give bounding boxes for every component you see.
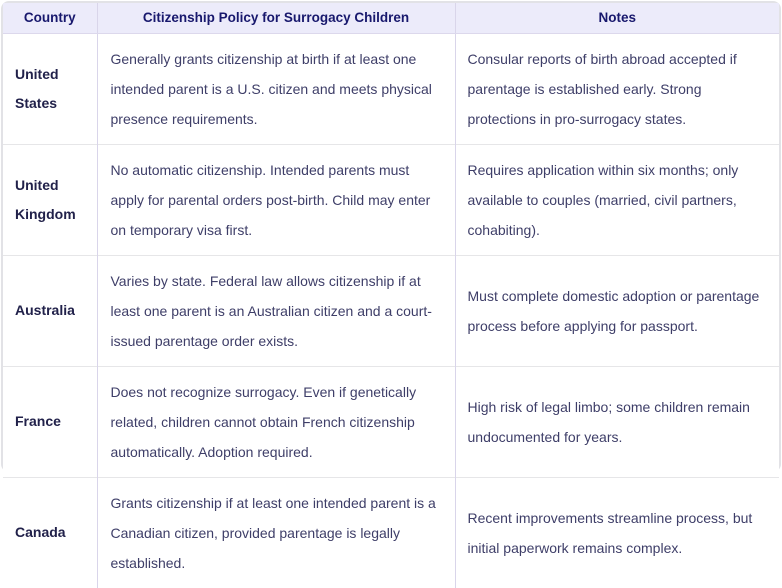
header-row	[3, 3, 779, 33]
cell-country: United Kingdom	[3, 144, 97, 255]
cell-notes: Recent improvements streamline process, but initial paperwork remains complex.	[455, 477, 779, 588]
cell-country: United States	[3, 33, 97, 144]
cell-policy: Grants citizenship if at least one intended parent is a Canadian citizen, provided parentage is legally established.	[97, 477, 455, 588]
column-header-notes: Notes	[455, 3, 779, 33]
surrogacy-citizenship-table	[3, 3, 779, 588]
column-header-policy: Citizenship Policy for Surrogacy Children	[97, 3, 455, 33]
cell-country: France	[3, 366, 97, 477]
cell-notes: Consular reports of birth abroad accepted if parentage is established early. Strong protections in pro-surrogacy states.	[455, 33, 779, 144]
table-row	[3, 366, 779, 477]
table-row	[3, 255, 779, 366]
cell-country: Canada	[3, 477, 97, 588]
table-body	[3, 33, 779, 588]
table-row	[3, 33, 779, 144]
cell-policy: Varies by state. Federal law allows citizenship if at least one parent is an Australian citizen and a court-issued parentage order exists.	[97, 255, 455, 366]
cell-policy: Does not recognize surrogacy. Even if genetically related, children cannot obtain French citizenship automatically. Adoption required.	[97, 366, 455, 477]
cell-country: Australia	[3, 255, 97, 366]
surrogacy-citizenship-table-container	[1, 1, 781, 571]
cell-notes: Requires application within six months; only available to couples (married, civil partners, cohabiting).	[455, 144, 779, 255]
column-header-country: Country	[3, 3, 97, 33]
cell-notes: Must complete domestic adoption or parentage process before applying for passport.	[455, 255, 779, 366]
table-row	[3, 477, 779, 588]
cell-policy: Generally grants citizenship at birth if at least one intended parent is a U.S. citizen and meets physical presence requirements.	[97, 33, 455, 144]
cell-policy: No automatic citizenship. Intended parents must apply for parental orders post-birth. Child may enter on temporary visa first.	[97, 144, 455, 255]
table-row	[3, 144, 779, 255]
cell-notes: High risk of legal limbo; some children remain undocumented for years.	[455, 366, 779, 477]
table-header	[3, 3, 779, 33]
